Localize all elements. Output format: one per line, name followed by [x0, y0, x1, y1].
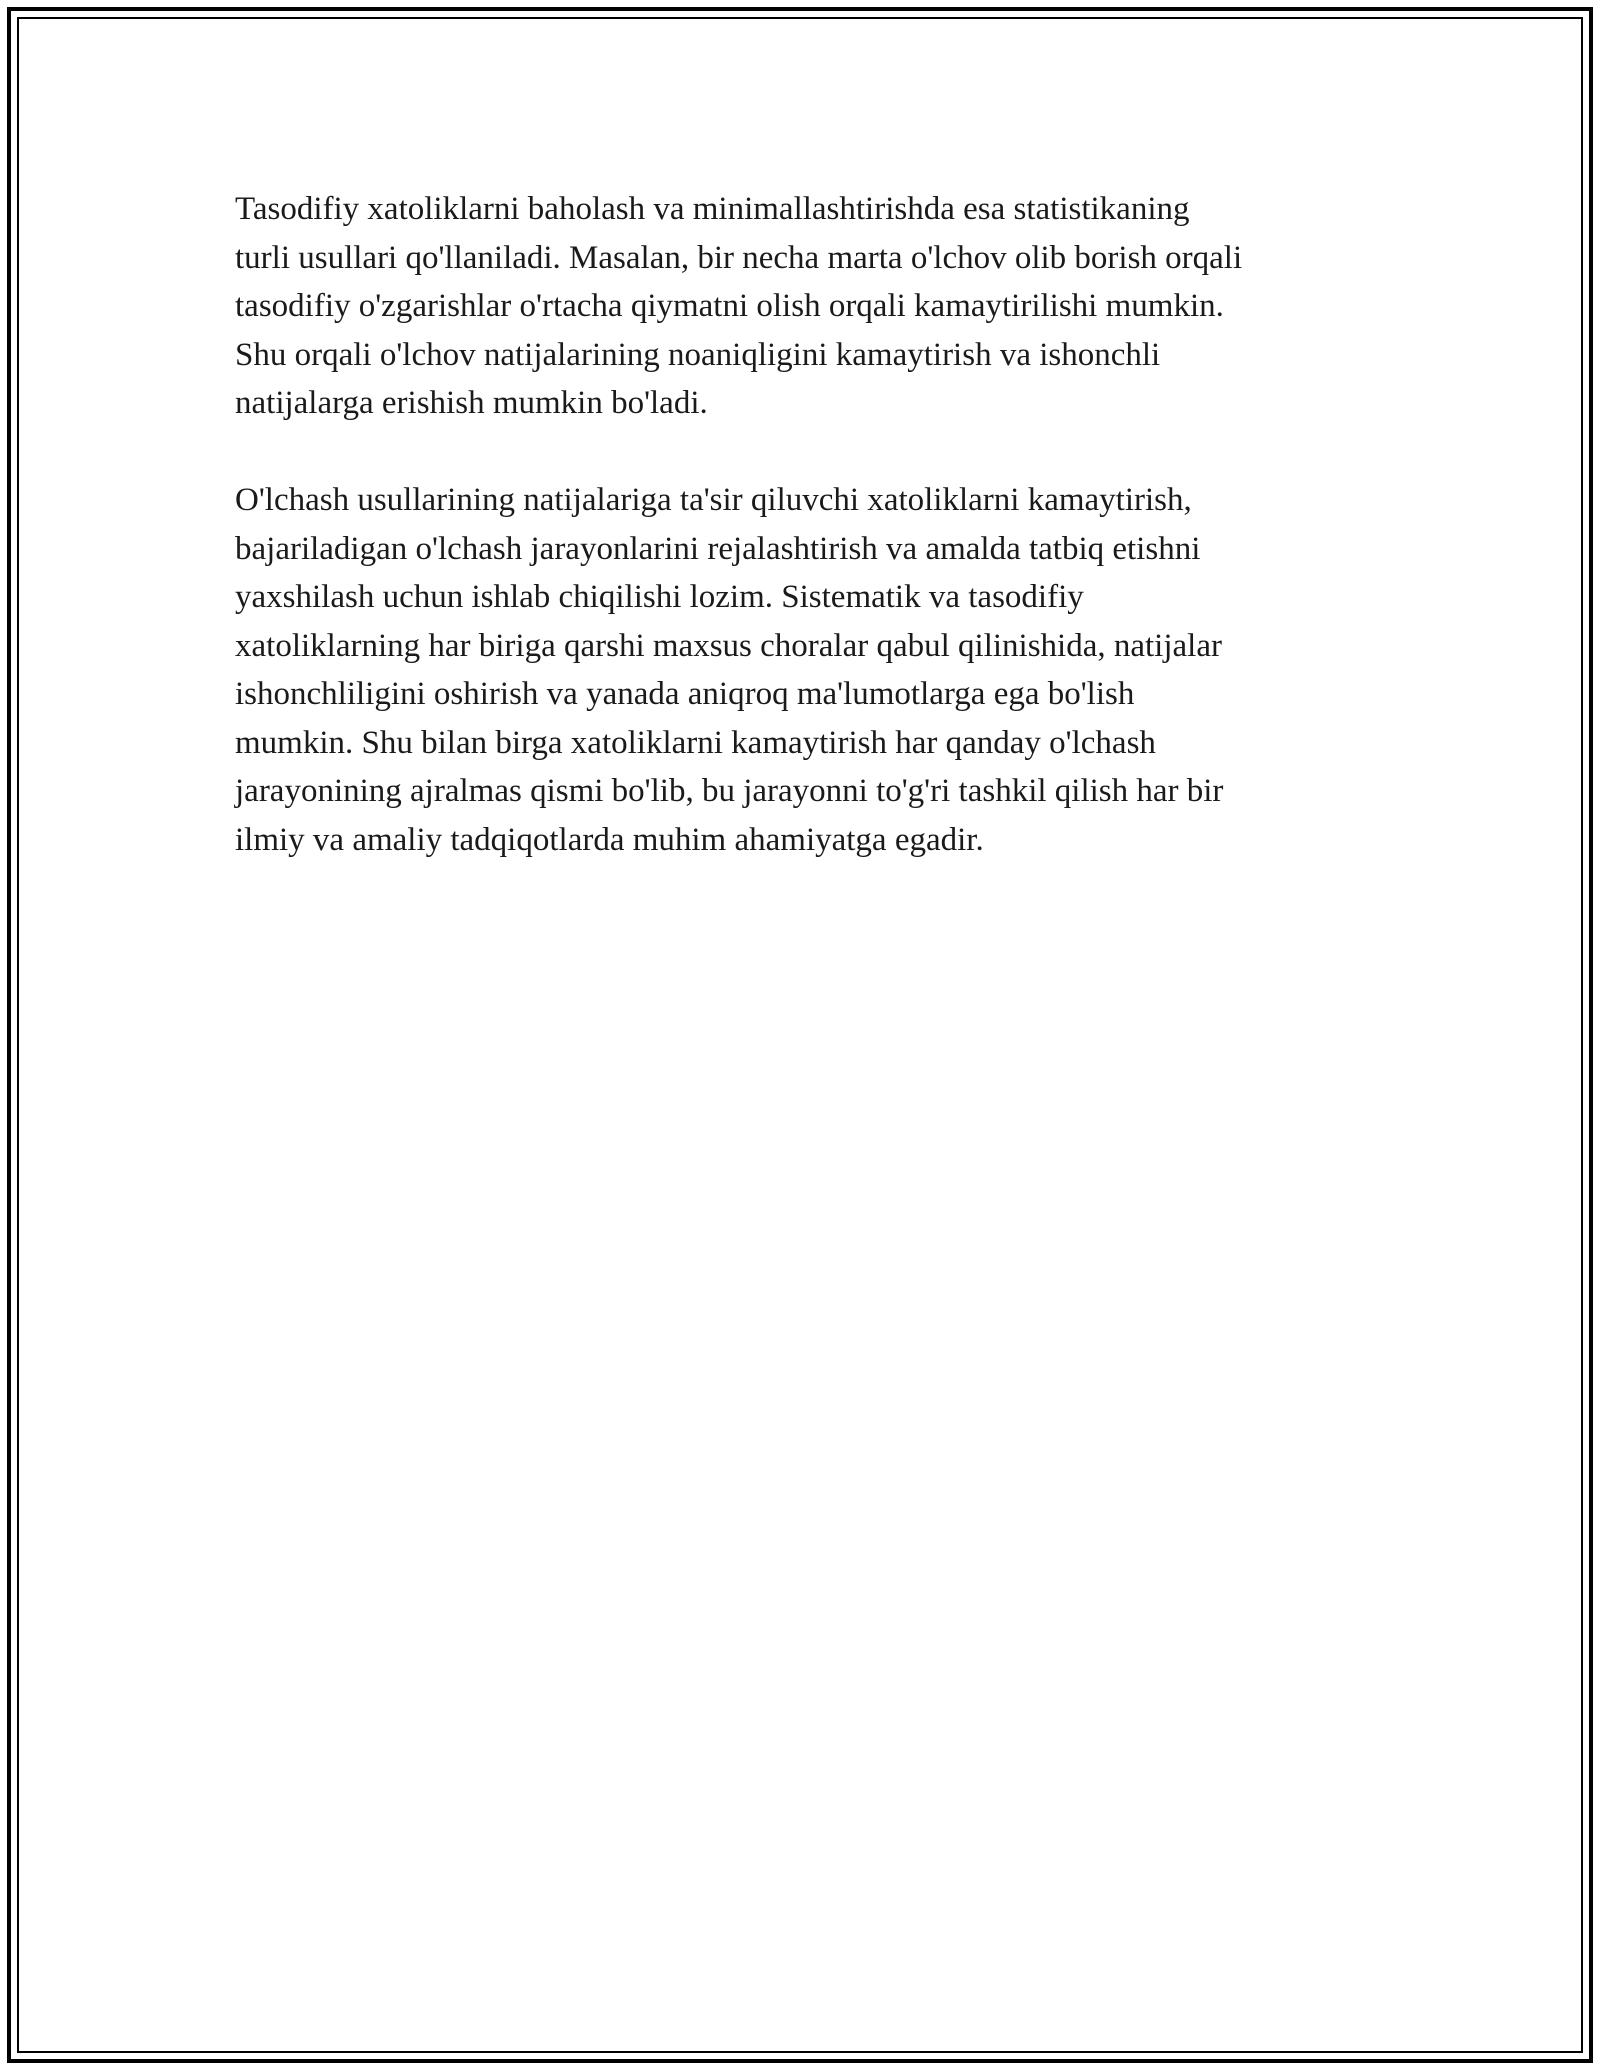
text-line: ilmiy va amaliy tadqiqotlarda muhim ahamiyatga egadir.: [235, 821, 984, 858]
text-line: O'lchash usullarining natijalariga ta'sir qiluvchi xatoliklarni kamaytirish,: [235, 482, 1192, 518]
text-line: Shu orqali o'lchov natijalarining noaniqligini kamaytirish va ishonchli: [235, 336, 1161, 373]
text-line: xatoliklarning har biriga qarshi maxsus choralar qabul qilinishida, natijalar: [235, 627, 1222, 664]
text-line: tasodifiy o'zgarishlar o'rtacha qiymatni olish orqali kamaytirilishi mumkin.: [235, 288, 1224, 324]
text-line: bajariladigan o'lchash jarayonlarini rejalashtirish va amalda tatbiq etishni: [235, 530, 1201, 567]
paragraph-1: [235, 185, 1375, 428]
text-line: ishonchliligini oshirish va yanada aniqroq ma'lumotlarga ega bo'lish: [235, 676, 1135, 712]
document-body: [235, 185, 1375, 864]
text-line: turli usullari qo'llaniladi. Masalan, bir necha marta o'lchov olib borish orqali: [235, 239, 1243, 276]
text-line: natijalarga erishish mumkin bo'ladi.: [235, 385, 708, 421]
text-line: jarayonining ajralmas qismi bo'lib, bu jarayonni to'g'ri tashkil qilish har bir: [235, 773, 1224, 809]
text-line: yaxshilash uchun ishlab chiqilishi lozim. Sistematik va tasodifiy: [235, 579, 1084, 615]
text-line: mumkin. Shu bilan birga xatoliklarni kamaytirish har qanday o'lchash: [235, 724, 1156, 761]
paragraph-2: [235, 476, 1375, 864]
text-line: Tasodifiy xatoliklarni baholash va minimallashtirishda esa statistikaning: [235, 191, 1190, 227]
